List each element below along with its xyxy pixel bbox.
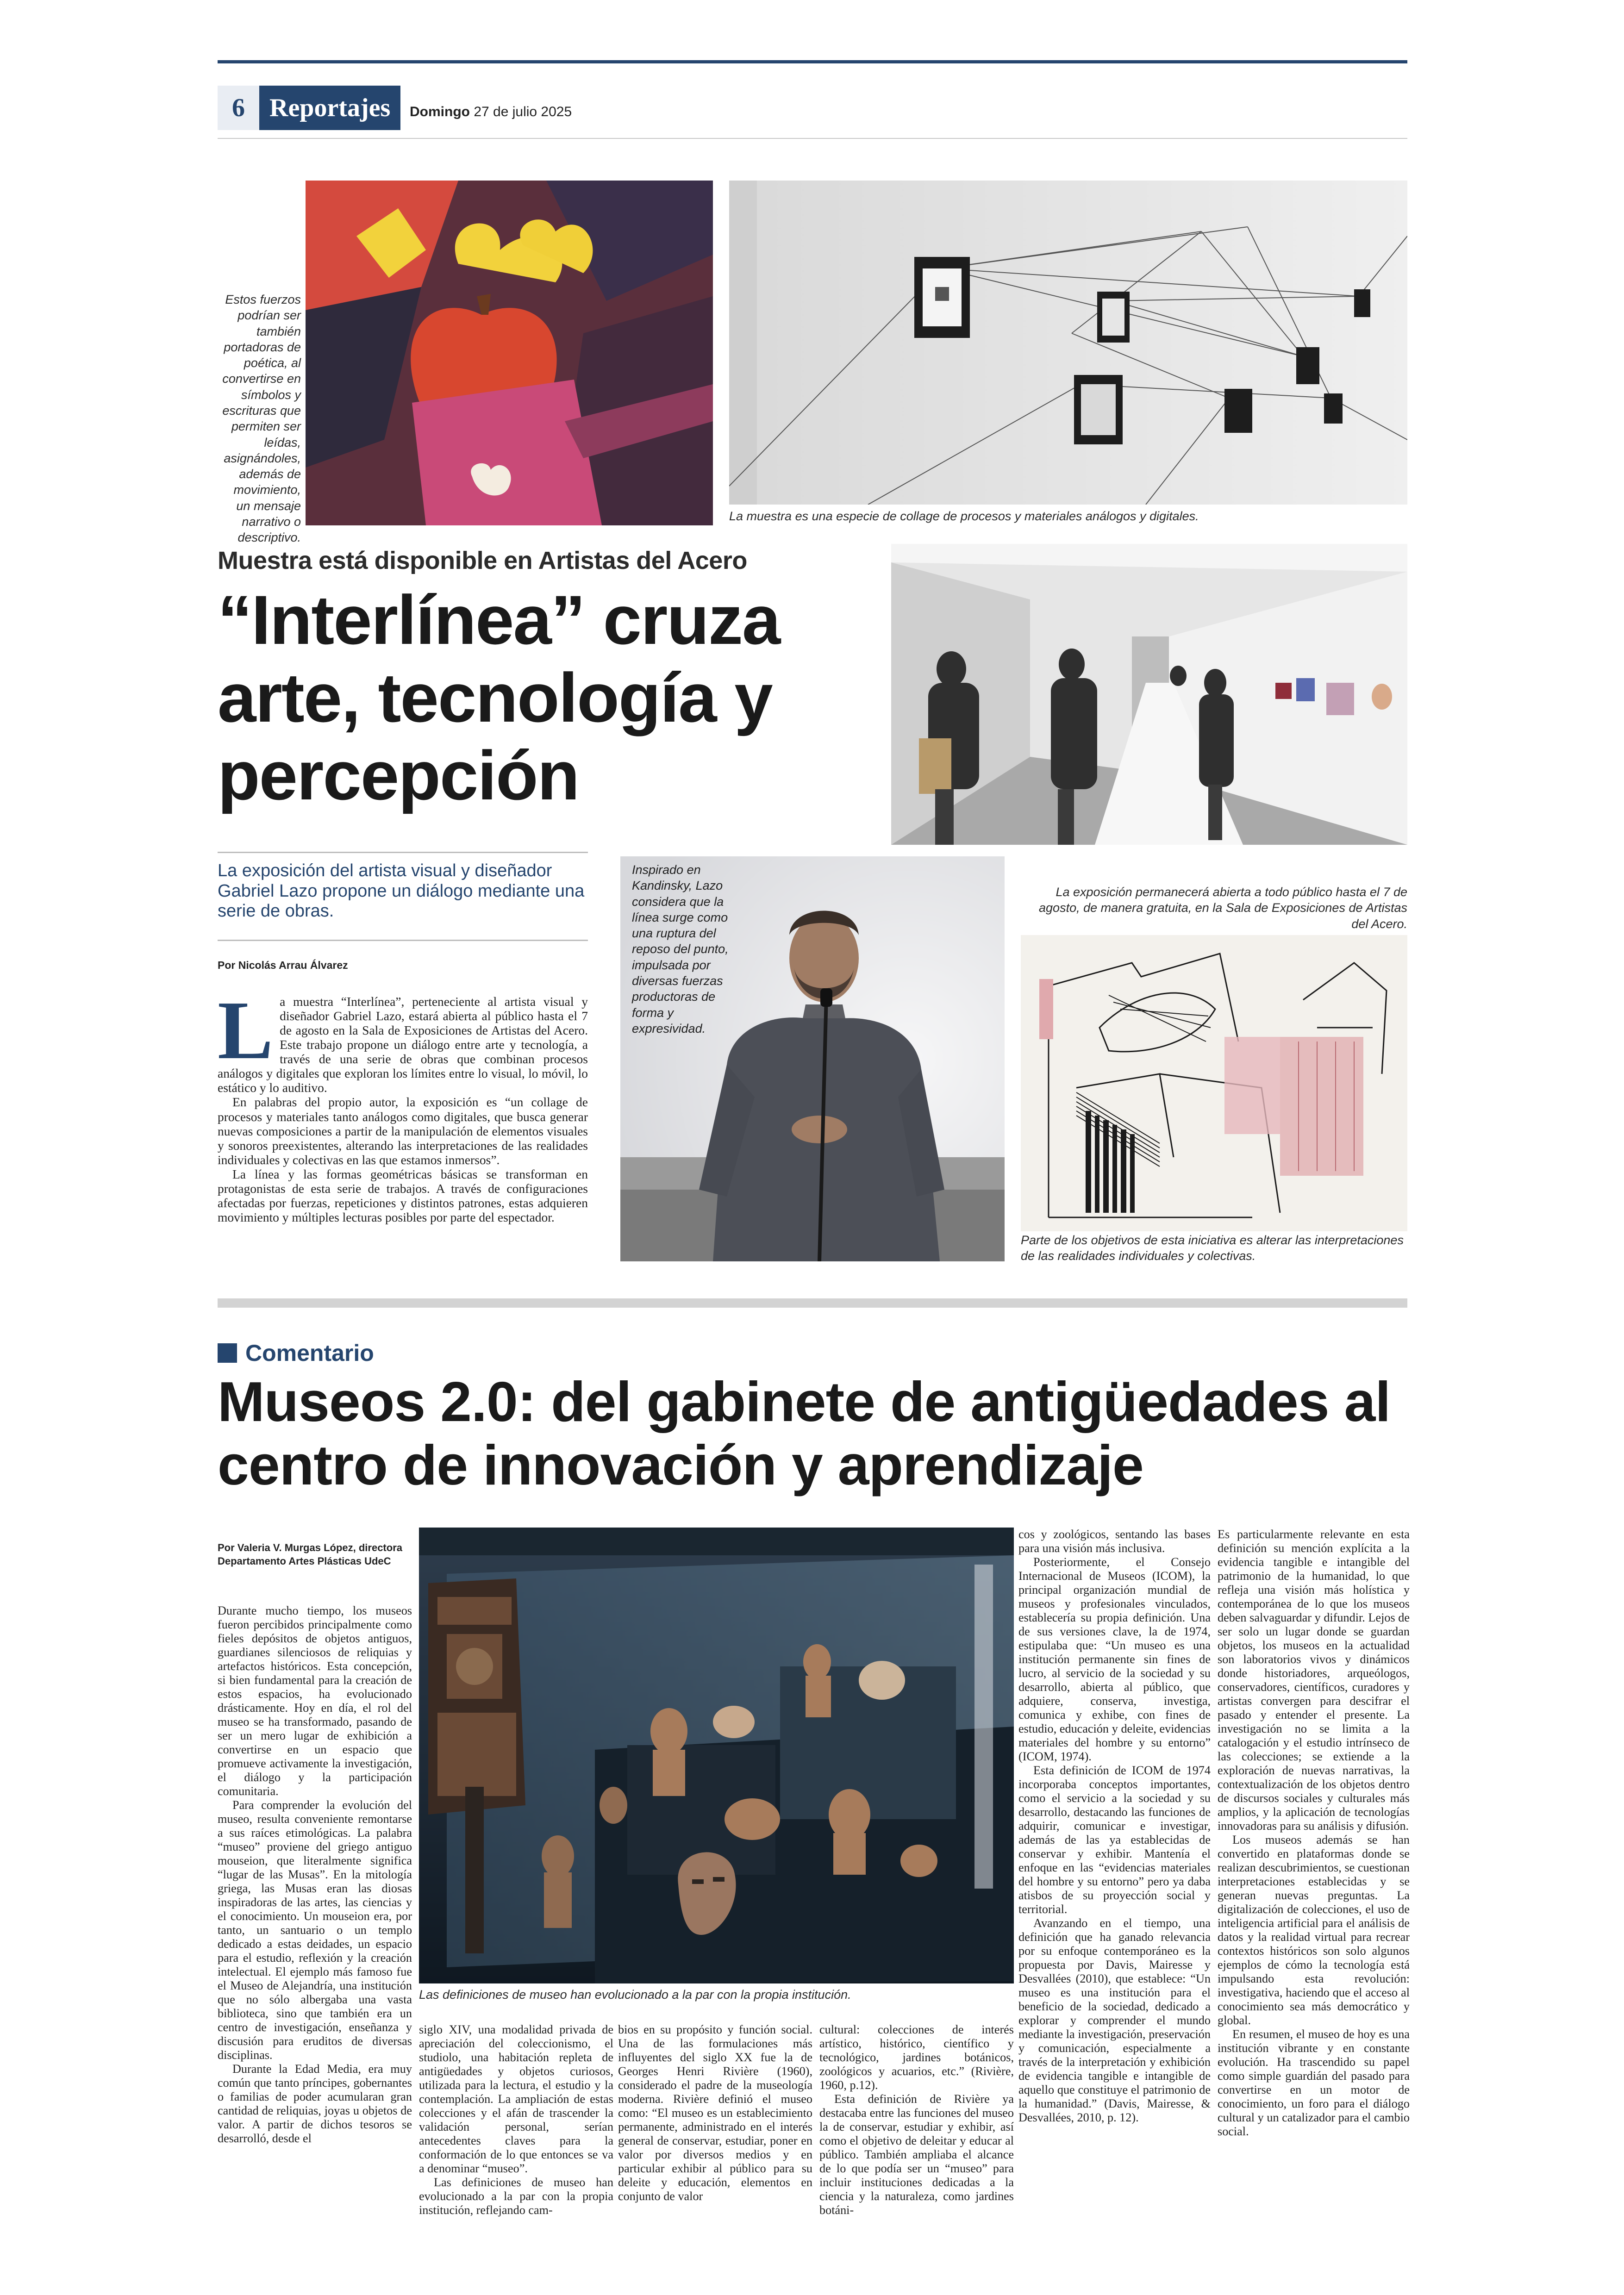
painting-photo [306, 181, 713, 525]
paragraph: Durante mucho tiempo, los museos fueron percibidos principalmente como fieles depósitos de objetos antiguos, guardianes silenciosos de reliquias y artefactos históricos. Esta concepción, si bien fundamental para la creación de estos espacios, ha evolucionado drásticamente. Hoy en día, el rol del museo se ha transformado, pasando de ser un mero lugar de exhibición a convertirse en un espacio que promueve activamente la investigación, el diálogo y la participación comunitaria. [218, 1604, 412, 1798]
lead-rule-top [218, 852, 588, 853]
story2-kicker: Comentario [245, 1340, 374, 1366]
section-name: Reportajes [259, 86, 400, 130]
installation-photo [729, 181, 1407, 505]
museum-photo-caption: Las definiciones de museo han evolucionado a la par con la propia institución. [419, 1988, 851, 2002]
section-divider [218, 1298, 1407, 1308]
paragraph: Los museos además se han convertido en plataformas donde se realizan descubrimientos, se cuestionan interpretaciones establecidas y se generan nuevas preguntas. La digitalización de colecciones, el uso de inteligencia artificial para el análisis de datos y la realidad virtual para recrear contextos históricos son solo algunos ejemplos de cómo la tecnología está impulsando esta revolución: investigativa, haciendo que el acceso al conocimiento sea más democrático y global. [1218, 1833, 1410, 2027]
paragraph: Para comprender la evolución del museo, resulta conveniente remontarse a sus raíces etimológicas. La palabra “museo” proviene del griego antiguo mouseion, que literalmente significa “lugar de las Musas”. En la mitología griega, las Musas eran las diosas inspiradoras de las artes, las ciencias y el conocimiento. Un mouseion era, por tanto, un santuario o un templo dedicado a estas deidades, un espacio para el estudio, reflexión y la creación intelectual. El ejemplo más famoso fue el Museo de Alejandría, una institución que no sólo albergaba una vasta biblioteca, sino que también era un centro de investigación, enseñanza y discusión para eruditos de diversas disciplinas. [218, 1798, 412, 2062]
story1-byline: Por Nicolás Arrau Álvarez [218, 959, 348, 971]
gallery-caption: La exposición permanecerá abierta a todo público hasta el 7 de agosto, de manera gratuita, en la Sala de Exposiciones de Artistas del Acero. [1039, 885, 1407, 931]
museum-photo [419, 1528, 1014, 1983]
story1-kicker: Muestra está disponible en Artistas del Acero [218, 547, 747, 574]
story2-column-6 [1218, 1528, 1410, 2139]
paragraph: Esta definición de ICOM de 1974 incorporaba conceptos importantes, como el servicio a la sociedad y su desarrollo, destacando las funciones de adquirir, comunicar e investigar, además de las ya establecidas de conservar y exhibir. Mantenía el enfoque en las “evidencias materiales del hombre y su entorno” pero ya daba atisbos de su proyección social y territorial. [1018, 1764, 1211, 1916]
story1-lead: La exposición del artista visual y diseñador Gabriel Lazo propone un diálogo mediante una serie de obras. [218, 861, 585, 921]
drop-cap: L [218, 984, 274, 1076]
paragraph: La línea y las formas geométricas básicas se transforman en protagonistas de esta serie de trabajos. A través de configuraciones afectadas por fuerzas, repeticiones y distintos patrones, estas adquieren movimiento y múltiples lecturas posibles por parte del espectador. [218, 1166, 588, 1224]
paragraph: cultural: colecciones de interés artístico, histórico, científico y tecnológico, jardines botánicos, zoológicos y acuarios, etc.” (Rivière, 1960, p.12). [819, 2023, 1014, 2092]
header-rule [218, 138, 1407, 139]
painting-caption: Estos fuerzos podrían ser también portadoras de poética, al convertirse en símbolos y escrituras que permiten ser leídas, asignándoles, además de movimiento, un mensaje narrativo o descriptivo. [222, 293, 301, 545]
paragraph: En palabras del propio autor, la exposición es “un collage de procesos y materiales tanto análogos como digitales, que busca generar nuevas composiciones a partir de la manipulación de elementos visuales y sonoros preexistentes, alterando las interpretaciones de las realidades individuales y colectivas en las que estamos inmersos”. [218, 1095, 588, 1167]
gallery-photo [891, 544, 1407, 845]
issue-date [410, 104, 572, 120]
story2-column-5 [1018, 1528, 1211, 2125]
byline-department: Departamento Artes Plásticas UdeC [218, 1555, 391, 1567]
top-rule [218, 60, 1407, 63]
paragraph: Posteriormente, el Consejo Internacional de Museos (ICOM), la principal organización mundial de museos y profesionales vinculados, establecería su propia definición. Una de sus versiones clave, la de 1974, estipulaba que: “Un museo es una institución permanente sin fines de lucro, al servicio de la sociedad y su desarrollo, abierta al público, que adquiere, conserva, investiga, comunica y exhibe, con fines de estudio, educación y deleite, evidencias materiales del hombre y su entorno” (ICOM, 1974). [1018, 1555, 1211, 1763]
page-number: 6 [218, 86, 259, 130]
issue-day: Domingo [410, 104, 470, 119]
story2-column-3 [618, 2023, 812, 2203]
paragraph: Esta definición de Rivière ya destacaba entre las funciones del museo la de conservar, estudiar y exhibir, así como el objetivo de deleitar y educar al público. También ampliaba el alcance de lo que podía ser un “museo” para incluir instituciones dedicadas a la ciencia y la naturaleza, como jardines botáni- [819, 2092, 1014, 2217]
story2-column-1 [218, 1604, 412, 2145]
kicker-square-icon [218, 1343, 237, 1363]
installation-caption: La muestra es una especie de collage de procesos y materiales análogos y digitales. [729, 509, 1199, 523]
story2-byline [218, 1541, 412, 1568]
story1-headline: “Interlínea” cruza arte, tecnología y percepción [218, 581, 780, 814]
paragraph: Las definiciones de museo han evolucionado a la par con la propia institución, reflejando cam- [419, 2176, 613, 2217]
story2-headline: Museos 2.0: del gabinete de antigüedades al centro de innovación y aprendizaje [218, 1370, 1391, 1497]
paragraph: siglo XIV, una modalidad privada de apreciación del coleccionismo, el studiolo, una habitación repleta de antigüedades y objetos curiosos, utilizada para la lectura, el estudio y la contemplación. La ampliación de estas colecciones y el afán de trascender la validación personal, serían antecedentes claves para la conformación de lo que entonces se va a denominar “museo”. [419, 2023, 613, 2175]
artist-caption: Inspirado en Kandinsky, Lazo considera que la línea surge como una ruptura del reposo del punto, impulsada por diversas fuerzas productoras de forma y expresividad. [632, 863, 729, 1035]
lead-rule-bottom [218, 940, 588, 941]
byline-author: Por Valeria V. Murgas López, directora [218, 1542, 402, 1553]
paragraph: En resumen, el museo de hoy es una institución vibrante y en constante evolución. Ha trascendido su papel como simple guardián del pasado para convertirse en un motor de conocimiento, un foro para el diálogo cultural y un catalizador para el cambio social. [1218, 2027, 1410, 2138]
paragraph: Durante la Edad Media, era muy común que tanto príncipes, gobernantes o familias de poder acumularan gran cantidad de reliquias, joyas u objetos de valor. A partir de dichos tesoros se desarrolló, desde el [218, 2062, 412, 2145]
story1-body [218, 984, 588, 1224]
drawing-photo [1021, 935, 1407, 1231]
paragraph: bios en su propósito y función social. Una de las formulaciones más influyentes del siglo XX fue la de Georges Henri Rivière (1960), considerado el padre de la museología moderna. Rivière definió el museo como: “El museo es un establecimiento permanente, administrado en el interés general de conservar, estudiar, poner en valor por diversos medios y en particular exhibir al público para su deleite y educación, elementos en conjunto de valor [618, 2023, 812, 2203]
issue-date-rest: 27 de julio 2025 [474, 104, 572, 119]
paragraph: a muestra “Interlínea”, perteneciente al artista visual y diseñador Gabriel Lazo, estará abierta al público hasta el 7 de agosto en la Sala de Exposiciones de Artistas del Acero. Este trabajo propone un diálogo entre arte y tecnología, a través de una serie de obras que combinan procesos análogos y digitales que exploran los límites entre lo visual, lo móvil, lo estático y lo auditivo. [218, 994, 588, 1095]
story2-column-4 [819, 2023, 1014, 2217]
drawing-caption: Parte de los objetivos de esta iniciativa es alterar las interpretaciones de las realidades individuales y colectivas. [1021, 1233, 1404, 1263]
paragraph: Es particularmente relevante en esta definición su mención explícita a la evidencia tangible e intangible del patrimonio de la humanidad, lo que refleja una visión más holística y contemporánea de lo que los museos deben salvaguardar y difundir. Lejos de ser solo un lugar donde se guardan objetos, los museos en la actualidad son laboratorios vivos y dinámicos donde historiadores, arqueólogos, conservadores, científicos, curadores y artistas convergen para descifrar el pasado y entender el presente. La investigación no se limita a la catalogación y el estudio intrínseco de las colecciones; se extiende a la exploración de nuevas narrativas, la contextualización de los objetos dentro de discursos sociales y culturales más amplios, y la aplicación de tecnologías innovadoras para su análisis y difusión. [1218, 1528, 1410, 1833]
paragraph: Avanzando en el tiempo, una definición que ha ganado relevancia por su enfoque contemporáneo es la propuesta por Davis, Mairesse y Desvallées (2010), que establece: “Un museo es una institución para el beneficio de la sociedad, dedicado a explorar y comprender el mundo mediante la investigación, preservación y comunicación, especialmente a través de la interpretación y exhibición de evidencia tangible e intangible de aquello que constituye el patrimonio de la humanidad.” (Davis, Mairesse, & Desvallées, 2010, p. 12). [1018, 1916, 1211, 2124]
paragraph: cos y zoológicos, sentando las bases para una visión más inclusiva. [1018, 1528, 1211, 1555]
story2-column-2 [419, 2023, 613, 2217]
